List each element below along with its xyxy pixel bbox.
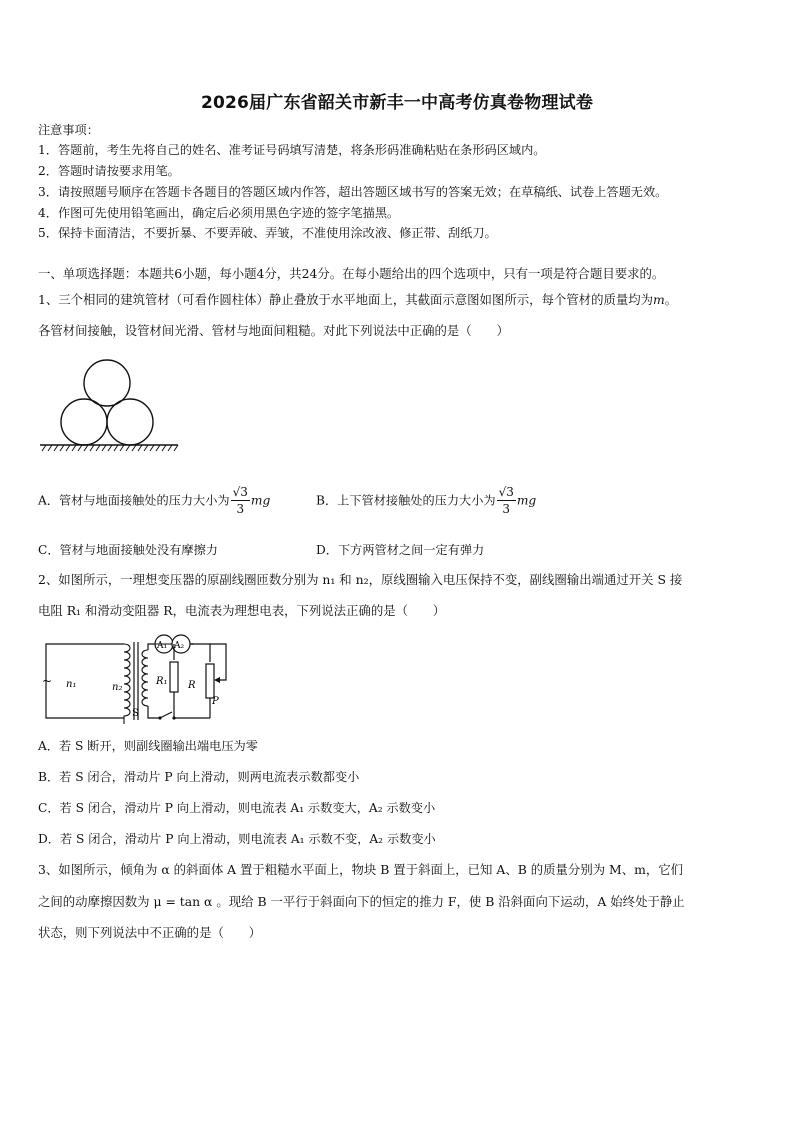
notice-item: 2．答题时请按要求用笔。 <box>38 164 180 178</box>
q1-option-b-text: B．上下管材接触处的压力大小为 <box>316 493 496 508</box>
ac-source-symbol: ~ <box>42 674 53 688</box>
question-3-line-3: 状态，则下列说法中不正确的是（ ） <box>38 925 262 940</box>
fraction-numerator: √3 <box>498 485 514 499</box>
q2-option-a[interactable]: A．若 S 断开，则副线圈输出端电压为零 <box>38 739 258 753</box>
a2-label: A₂ <box>174 641 185 651</box>
notice-heading: 注意事项： <box>38 123 99 137</box>
question-3-line-2: 之间的动摩擦因数为 μ = tan α 。现给 B 一平行于斜面向下的恒定的推力 F，使 B 沿斜面向下运动，A 始终处于静止 <box>38 894 685 909</box>
r1-label: R₁ <box>156 676 168 687</box>
r-label: R <box>188 680 196 691</box>
question-1-line-1 <box>38 292 677 308</box>
q1-option-a[interactable] <box>38 484 270 517</box>
s-label: S <box>132 708 139 719</box>
question-1-line-2: 各管材间接触，设管材间光滑、管材与地面间粗糙。对此下列说法中正确的是（ ） <box>38 323 509 338</box>
fraction-denominator: 3 <box>236 502 245 516</box>
q2-option-c[interactable]: C．若 S 闭合，滑动片 P 向上滑动，则电流表 A₁ 示数变大，A₂ 示数变小 <box>38 801 436 815</box>
question-2-line-2: 电阻 R₁ 和滑动变阻器 R，电流表为理想电表，下列说法正确的是（ ） <box>38 603 446 618</box>
bottom-right-pipe <box>107 399 153 445</box>
primary-coil <box>124 644 130 724</box>
sqrt3-over-3-fraction <box>231 484 250 517</box>
sqrt3-over-3-fraction <box>497 484 516 517</box>
switch-s <box>160 712 172 718</box>
question-2-line-1: 2、如图所示，一理想变压器的原副线圈匝数分别为 n₁ 和 n₂，原线圈输入电压保持不变，副线圈输出端通过开关 S 接 <box>38 572 683 587</box>
notice-item: 4．作图可先使用铅笔画出，确定后必须用黑色字迹的签字笔描黑。 <box>38 206 400 220</box>
notice-item: 5．保持卡面清洁，不要折暴、不要弄破、弄皱，不准使用涂改液、修正带、刮纸刀。 <box>38 226 497 240</box>
mass-variable: m <box>653 292 665 307</box>
pipes-figure <box>36 355 186 455</box>
p-label: P <box>212 696 219 707</box>
a1-label: A₁ <box>157 641 168 651</box>
fraction-numerator: √3 <box>232 485 248 499</box>
q1-option-a-text: A．管材与地面接触处的压力大小为 <box>38 493 230 508</box>
question-1-text: 1、三个相同的建筑管材（可看作圆柱体）静止叠放于水平地面上，其截面示意图如图所示，每个管材的质量均为 <box>38 292 654 307</box>
q1-option-c[interactable]: C．管材与地面接触处没有摩擦力 <box>38 543 218 557</box>
fraction-denominator: 3 <box>502 502 511 516</box>
page-title: 2026届广东省韶关市新丰一中高考仿真卷物理试卷 <box>200 93 594 113</box>
section-heading: 一、单项选择题：本题共6小题，每小题4分，共24分。在每小题给出的四个选项中，只有一项是符合题目要求的。 <box>38 266 665 281</box>
q1-option-b[interactable] <box>316 484 536 517</box>
q2-option-d[interactable]: D．若 S 闭合，滑动片 P 向上滑动，则电流表 A₁ 示数不变，A₂ 示数变小 <box>38 832 436 846</box>
top-pipe <box>84 360 130 406</box>
notice-item: 1．答题前，考生先将自己的姓名、准考证号码填写清楚，将条形码准确粘贴在条形码区域内。 <box>38 143 546 157</box>
rheostat-r <box>206 664 214 698</box>
n2-label: n₂ <box>112 682 123 693</box>
secondary-coil <box>142 650 148 706</box>
transformer-circuit-figure <box>36 632 236 724</box>
n1-label: n₁ <box>66 679 77 690</box>
mg-term: mg <box>516 493 537 508</box>
question-3-line-1: 3、如图所示，倾角为 α 的斜面体 A 置于粗糙水平面上，物块 B 置于斜面上，已知 A、B 的质量分别为 M、m，它们 <box>38 862 684 877</box>
ground-hatching <box>42 445 178 451</box>
q2-option-b[interactable]: B．若 S 闭合，滑动片 P 向上滑动，则两电流表示数都变小 <box>38 770 360 784</box>
bottom-left-pipe <box>61 399 107 445</box>
mg-term: mg <box>250 493 271 508</box>
q1-option-d[interactable]: D．下方两管材之间一定有弹力 <box>316 543 485 557</box>
notice-item: 3．请按照题号顺序在答题卡各题目的答题区域内作答，超出答题区域书写的答案无效；在草稿纸、试卷上答题无效。 <box>38 185 668 199</box>
resistor-r1 <box>170 662 178 692</box>
question-1-end: 。 <box>664 292 678 307</box>
